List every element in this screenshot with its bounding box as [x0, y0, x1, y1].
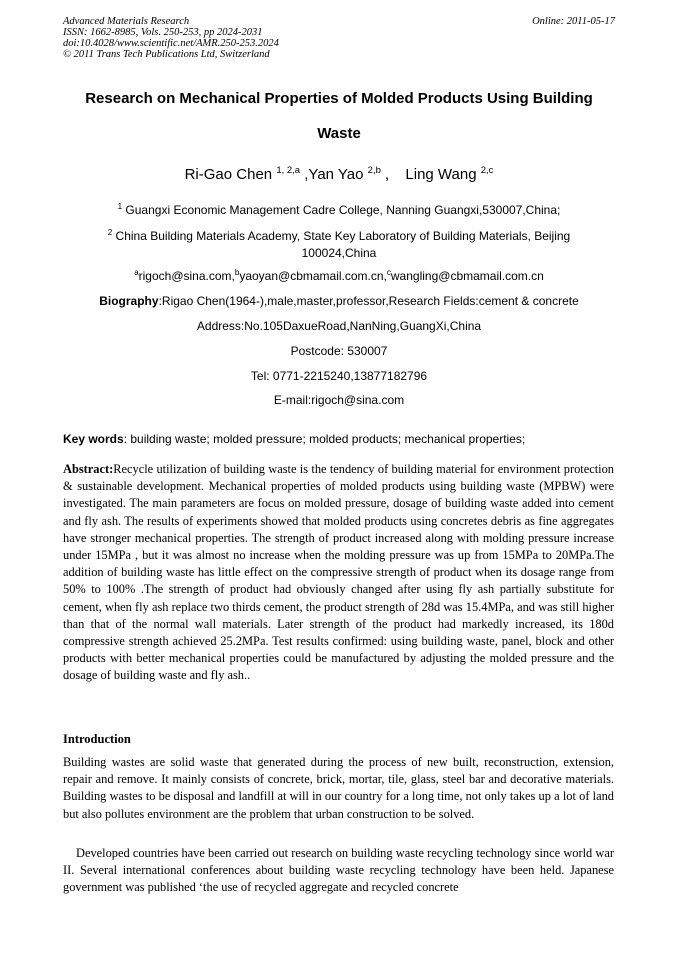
email-mark: b	[234, 268, 240, 277]
journal-header	[63, 16, 279, 60]
author-name: Ri-Gao Chen	[184, 166, 273, 183]
biography-text: :Rigao Chen(1964-),male,master,professor,Research Fields:cement & concrete	[158, 294, 579, 308]
introduction-paragraph-2: Developed countries have been carried out research on building waste recycling technology since world war II. Several international conferences about building waste recycling technology have been held. Japanese government was published ‘the use of recycled aggregate and recycled concrete	[63, 846, 614, 895]
keywords-label: Key words	[63, 432, 124, 446]
author-list	[40, 166, 638, 183]
author-name: ,Yan Yao	[304, 166, 364, 183]
affiliation-1	[40, 202, 638, 219]
email-mark: c	[386, 268, 391, 277]
author-affiliation-mark: 2,b	[367, 165, 381, 176]
email-link[interactable]: rigoch@sina.com,	[138, 269, 235, 283]
keywords-text: : building waste; molded pressure; molded products; mechanical properties;	[123, 432, 526, 446]
telephone: Tel: 0771-2215240,13877182796	[250, 369, 428, 383]
abstract-text: Recycle utilization of building waste is the tendency of building material for environment protection & sustainable development. Mechanical properties of molded products using building waste (MPBW) were investigated. The main parameters are focus on molded pressure, dosage of building waste added into cement and fly ash. The results of experiments showed that molded products using concretes debris as fine aggregates have stronger mechanical properties. The strength of product increased along with molding pressure increase under 15MPa , but it was almost no increase when the molding pressure was up from 15MPa to 20MPa.The addition of building waste has little effect on the compressive strength of product when its dosage range from 50% to 100% .The strength of product had obviously changed after using fly ash partially substitute for cement, when fly ash replace two thirds cement, the product strength of 28d was 15.4MPa, and was still higher than that of the normal wall materials. Later strength of the product had markedly increased, its 180d compressive strength achieved 25.2MPa. Test results confirmed: using building waste, panel, block and other products with better mechanical properties could be manufactured by adjusting the molded pressure and the dosage of building waste and fly ash..	[63, 462, 614, 683]
copyright-line: © 2011 Trans Tech Publications Ltd, Switzerland	[63, 49, 270, 60]
author-separator: ,	[385, 166, 390, 183]
abstract	[63, 461, 614, 685]
biography-label: Biography	[99, 294, 159, 308]
address: Address:No.105DaxueRoad,NanNing,GuangXi,China	[196, 319, 482, 333]
online-date: Online: 2011-05-17	[532, 16, 615, 27]
author-name: Ling Wang	[405, 166, 477, 183]
paper-title-line-2: Waste	[317, 125, 361, 142]
biography	[40, 293, 638, 310]
doi-line: doi:10.4028/www.scientific.net/AMR.250-253.2024	[63, 38, 279, 49]
introduction-paragraph-1: Building wastes are solid waste that generated during the process of new built, reconstruction, extension, repair and remove. It mainly consists of concrete, brick, mortar, tile, glass, steel bar and decorative materials. Building wastes to be disposal and landfill at will in our country for a long time, not only takes up a lot of land but also pollutes environment are the problem that urban construction to be solved.	[63, 755, 614, 821]
email-link[interactable]: yaoyan@cbmamail.com.cn,	[239, 269, 387, 283]
author-emails	[40, 268, 638, 285]
journal-name: Advanced Materials Research	[63, 16, 190, 27]
email-mark: a	[134, 268, 139, 277]
author-affiliation-mark: 1, 2,a	[276, 165, 301, 176]
contact-email[interactable]: E-mail:rigoch@sina.com	[273, 393, 405, 407]
issn-line: ISSN: 1662-8985, Vols. 250-253, pp 2024-2031	[63, 27, 263, 38]
postcode: Postcode: 530007	[290, 344, 388, 358]
author-affiliation-mark: 2,c	[480, 165, 494, 176]
affiliation-text: Guangxi Economic Management Cadre College, Nanning Guangxi,530007,China;	[125, 203, 561, 217]
affiliation-mark: 1	[117, 202, 123, 211]
email-link[interactable]: wangling@cbmamail.com.cn	[390, 269, 544, 283]
affiliation-text: China Building Materials Academy, State Key Laboratory of Building Materials, Beijing 100024,China	[115, 229, 571, 260]
paper-title-line-1: Research on Mechanical Properties of Molded Products Using Building	[85, 90, 593, 107]
abstract-label: Abstract:	[63, 462, 114, 476]
affiliation-2	[90, 228, 588, 262]
affiliation-mark: 2	[107, 228, 113, 237]
keywords	[63, 431, 623, 448]
section-heading-introduction: Introduction	[63, 732, 131, 746]
